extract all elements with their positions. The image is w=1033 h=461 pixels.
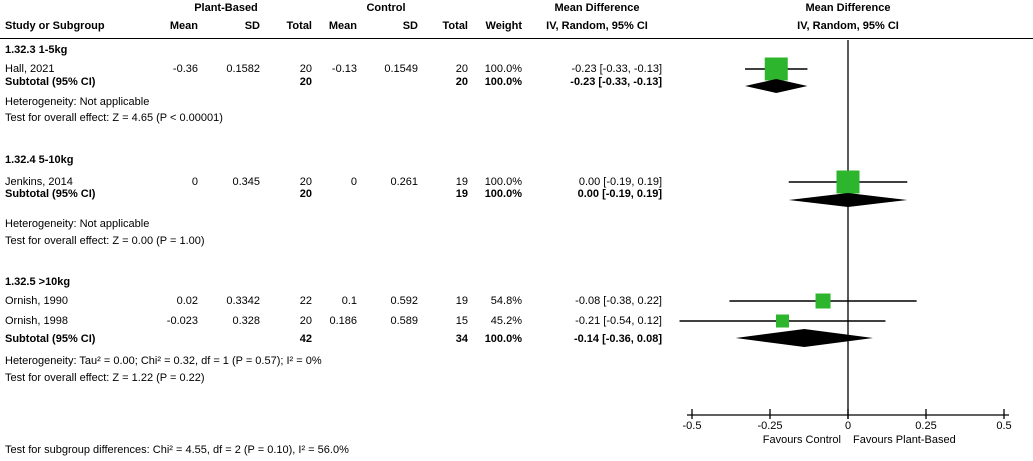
sd-plant: 0.328: [232, 315, 260, 327]
ci-text: -0.23 [-0.33, -0.13]: [571, 63, 662, 75]
total-control: 19: [455, 176, 468, 188]
md-plot-title: Mean Difference: [805, 2, 891, 14]
ci-text: -0.21 [-0.54, 0.12]: [575, 315, 662, 327]
total-control: 20: [455, 63, 468, 75]
sd-plant: 0.345: [232, 176, 260, 188]
subtotal-diamond-subtotal-1-5kg: [745, 79, 807, 93]
subtotal-total-plant: 42: [299, 333, 312, 345]
axis-tick-label: -0.25: [757, 420, 783, 432]
study-name: Hall, 2021: [5, 63, 55, 75]
total-plant: 20: [299, 176, 312, 188]
subtotal-diamond-subtotal-5-10kg: [789, 193, 908, 207]
weight-value: 54.8%: [490, 295, 522, 307]
column-header-sd-plant: SD: [244, 20, 260, 32]
subtotal-total-control: 34: [455, 333, 468, 345]
subtotal-label: Subtotal (95% CI): [5, 333, 96, 345]
effect-square-jenkins-2014: [837, 171, 860, 194]
total-plant: 22: [299, 295, 312, 307]
md-column-title: Mean Difference: [554, 2, 640, 14]
subtotal-ci-text: 0.00 [-0.19, 0.19]: [577, 188, 662, 200]
header-divider: [0, 38, 1033, 39]
ci-text: 0.00 [-0.19, 0.19]: [578, 176, 662, 188]
study-name: Jenkins, 2014: [5, 176, 73, 188]
md-column-subtitle: IV, Random, 95% CI: [546, 20, 648, 32]
column-header-sd-control: SD: [402, 20, 418, 32]
sd-control: 0.589: [390, 315, 418, 327]
mean-plant: 0.02: [176, 295, 198, 307]
subtotal-total-control: 20: [455, 76, 468, 88]
weight-value: 100.0%: [484, 63, 522, 75]
subtotal-total-plant: 20: [299, 188, 312, 200]
effect-square-ornish-1998: [776, 315, 789, 328]
mean-plant: -0.023: [166, 315, 198, 327]
column-header-mean-plant: Mean: [169, 20, 198, 32]
mean-plant: 0: [191, 176, 198, 188]
column-header-study: Study or Subgroup: [5, 20, 105, 32]
favours-plant-based-label: Favours Plant-Based: [853, 434, 956, 446]
subtotal-ci-text: -0.23 [-0.33, -0.13]: [570, 76, 662, 88]
mean-control: -0.13: [331, 63, 357, 75]
subtotal-weight: 100.0%: [484, 188, 522, 200]
subtotal-total-plant: 20: [299, 76, 312, 88]
total-plant: 20: [299, 315, 312, 327]
column-header-total-control: Total: [442, 20, 468, 32]
total-plant: 20: [299, 63, 312, 75]
weight-value: 45.2%: [490, 315, 522, 327]
mean-control: 0.1: [341, 295, 357, 307]
axis-tick-label: -0.5: [682, 420, 702, 432]
axis-tick-label: 0.5: [996, 420, 1012, 432]
sd-control: 0.1549: [384, 63, 418, 75]
mean-control: 0.186: [329, 315, 357, 327]
mean-control: 0: [350, 176, 357, 188]
effect-square-hall-2021: [765, 58, 788, 81]
ci-text: -0.08 [-0.38, 0.22]: [575, 295, 662, 307]
sd-plant: 0.3342: [226, 295, 260, 307]
favours-control-label: Favours Control: [762, 434, 841, 446]
column-header-total-plant: Total: [286, 20, 312, 32]
sd-plant: 0.1582: [226, 63, 260, 75]
subtotal-diamond-subtotal-gt10kg: [736, 329, 873, 347]
md-plot-subtitle: IV, Random, 95% CI: [797, 20, 899, 32]
subtotal-ci-text: -0.14 [-0.36, 0.08]: [573, 333, 662, 345]
group-header-control: Control: [366, 2, 406, 14]
subtotal-total-control: 19: [455, 188, 468, 200]
mean-plant: -0.36: [172, 63, 198, 75]
sd-control: 0.592: [390, 295, 418, 307]
axis-tick-label: 0.25: [915, 420, 937, 432]
subtotal-weight: 100.0%: [484, 333, 522, 345]
study-name: Ornish, 1990: [5, 295, 68, 307]
effect-square-ornish-1990: [816, 294, 831, 309]
subtotal-label: Subtotal (95% CI): [5, 76, 96, 88]
total-control: 19: [455, 295, 468, 307]
group-header-plant-based: Plant-Based: [194, 2, 258, 14]
weight-value: 100.0%: [484, 176, 522, 188]
subtotal-weight: 100.0%: [484, 76, 522, 88]
column-header-weight: Weight: [485, 20, 522, 32]
sd-control: 0.261: [390, 176, 418, 188]
axis-tick-label: 0: [844, 420, 852, 432]
column-header-mean-control: Mean: [328, 20, 357, 32]
forest-plot-page: Plant-Based Control Mean Difference Mean Difference Study or Subgroup Mean SD Total Mean SD Total Weight IV, Random, 95% CI IV, Random, 95% CI 1.32.3 1-5kg Hall, 2021 -0.36 0.1582 20 -0.13 0.1549 20 100.0% -0.23 [-0.33, -0.13] Subtotal (95% CI) 20 20 100.0% -0.23 [-0.33, -0.13] Heterogeneity: Not applicable Test for overall effect: Z = 4.65 (P < 0.00001) 1.32.4 5-10kg Jenkins, 2014 0 0.345 20 0 0.261 19 100.0% 0.00 [-0.19, 0.19] Subtotal (95% CI) 20 19 100.0% 0.00 [-0.19, 0.19] Heterogeneity: Not applicable Test for overall effect: Z = 0.00 (P = 1.00) 1.32.5 >10kg Ornish, 1990 0.02 0.3342 22 0.1 0.592 19 54.8% -0.08 [-0.38, 0.22] Ornish, 1998 -0.023 0.328 20 0.186 0.589 15 45.2% -0.21 [-0.54, 0.12] Subtotal (95% CI) 42 34 100.0% -0.14 [-0.36, 0.08] Heterogeneity: Tau² = 0.00; Chi² = 0.32, df = 1 (P = 0.57); I² = 0% Test for overall effect: Z = 1.22 (P = 0.22) -0.5 -0.25 0 0.25 0.5 Favours Control Favours Plant-Based Test for subgroup differences: Chi² = 4.55, df = 2 (P = 0.10), I² = 56.0%: [0, 0, 1033, 461]
total-control: 15: [455, 315, 468, 327]
subtotal-label: Subtotal (95% CI): [5, 188, 96, 200]
study-name: Ornish, 1998: [5, 315, 68, 327]
